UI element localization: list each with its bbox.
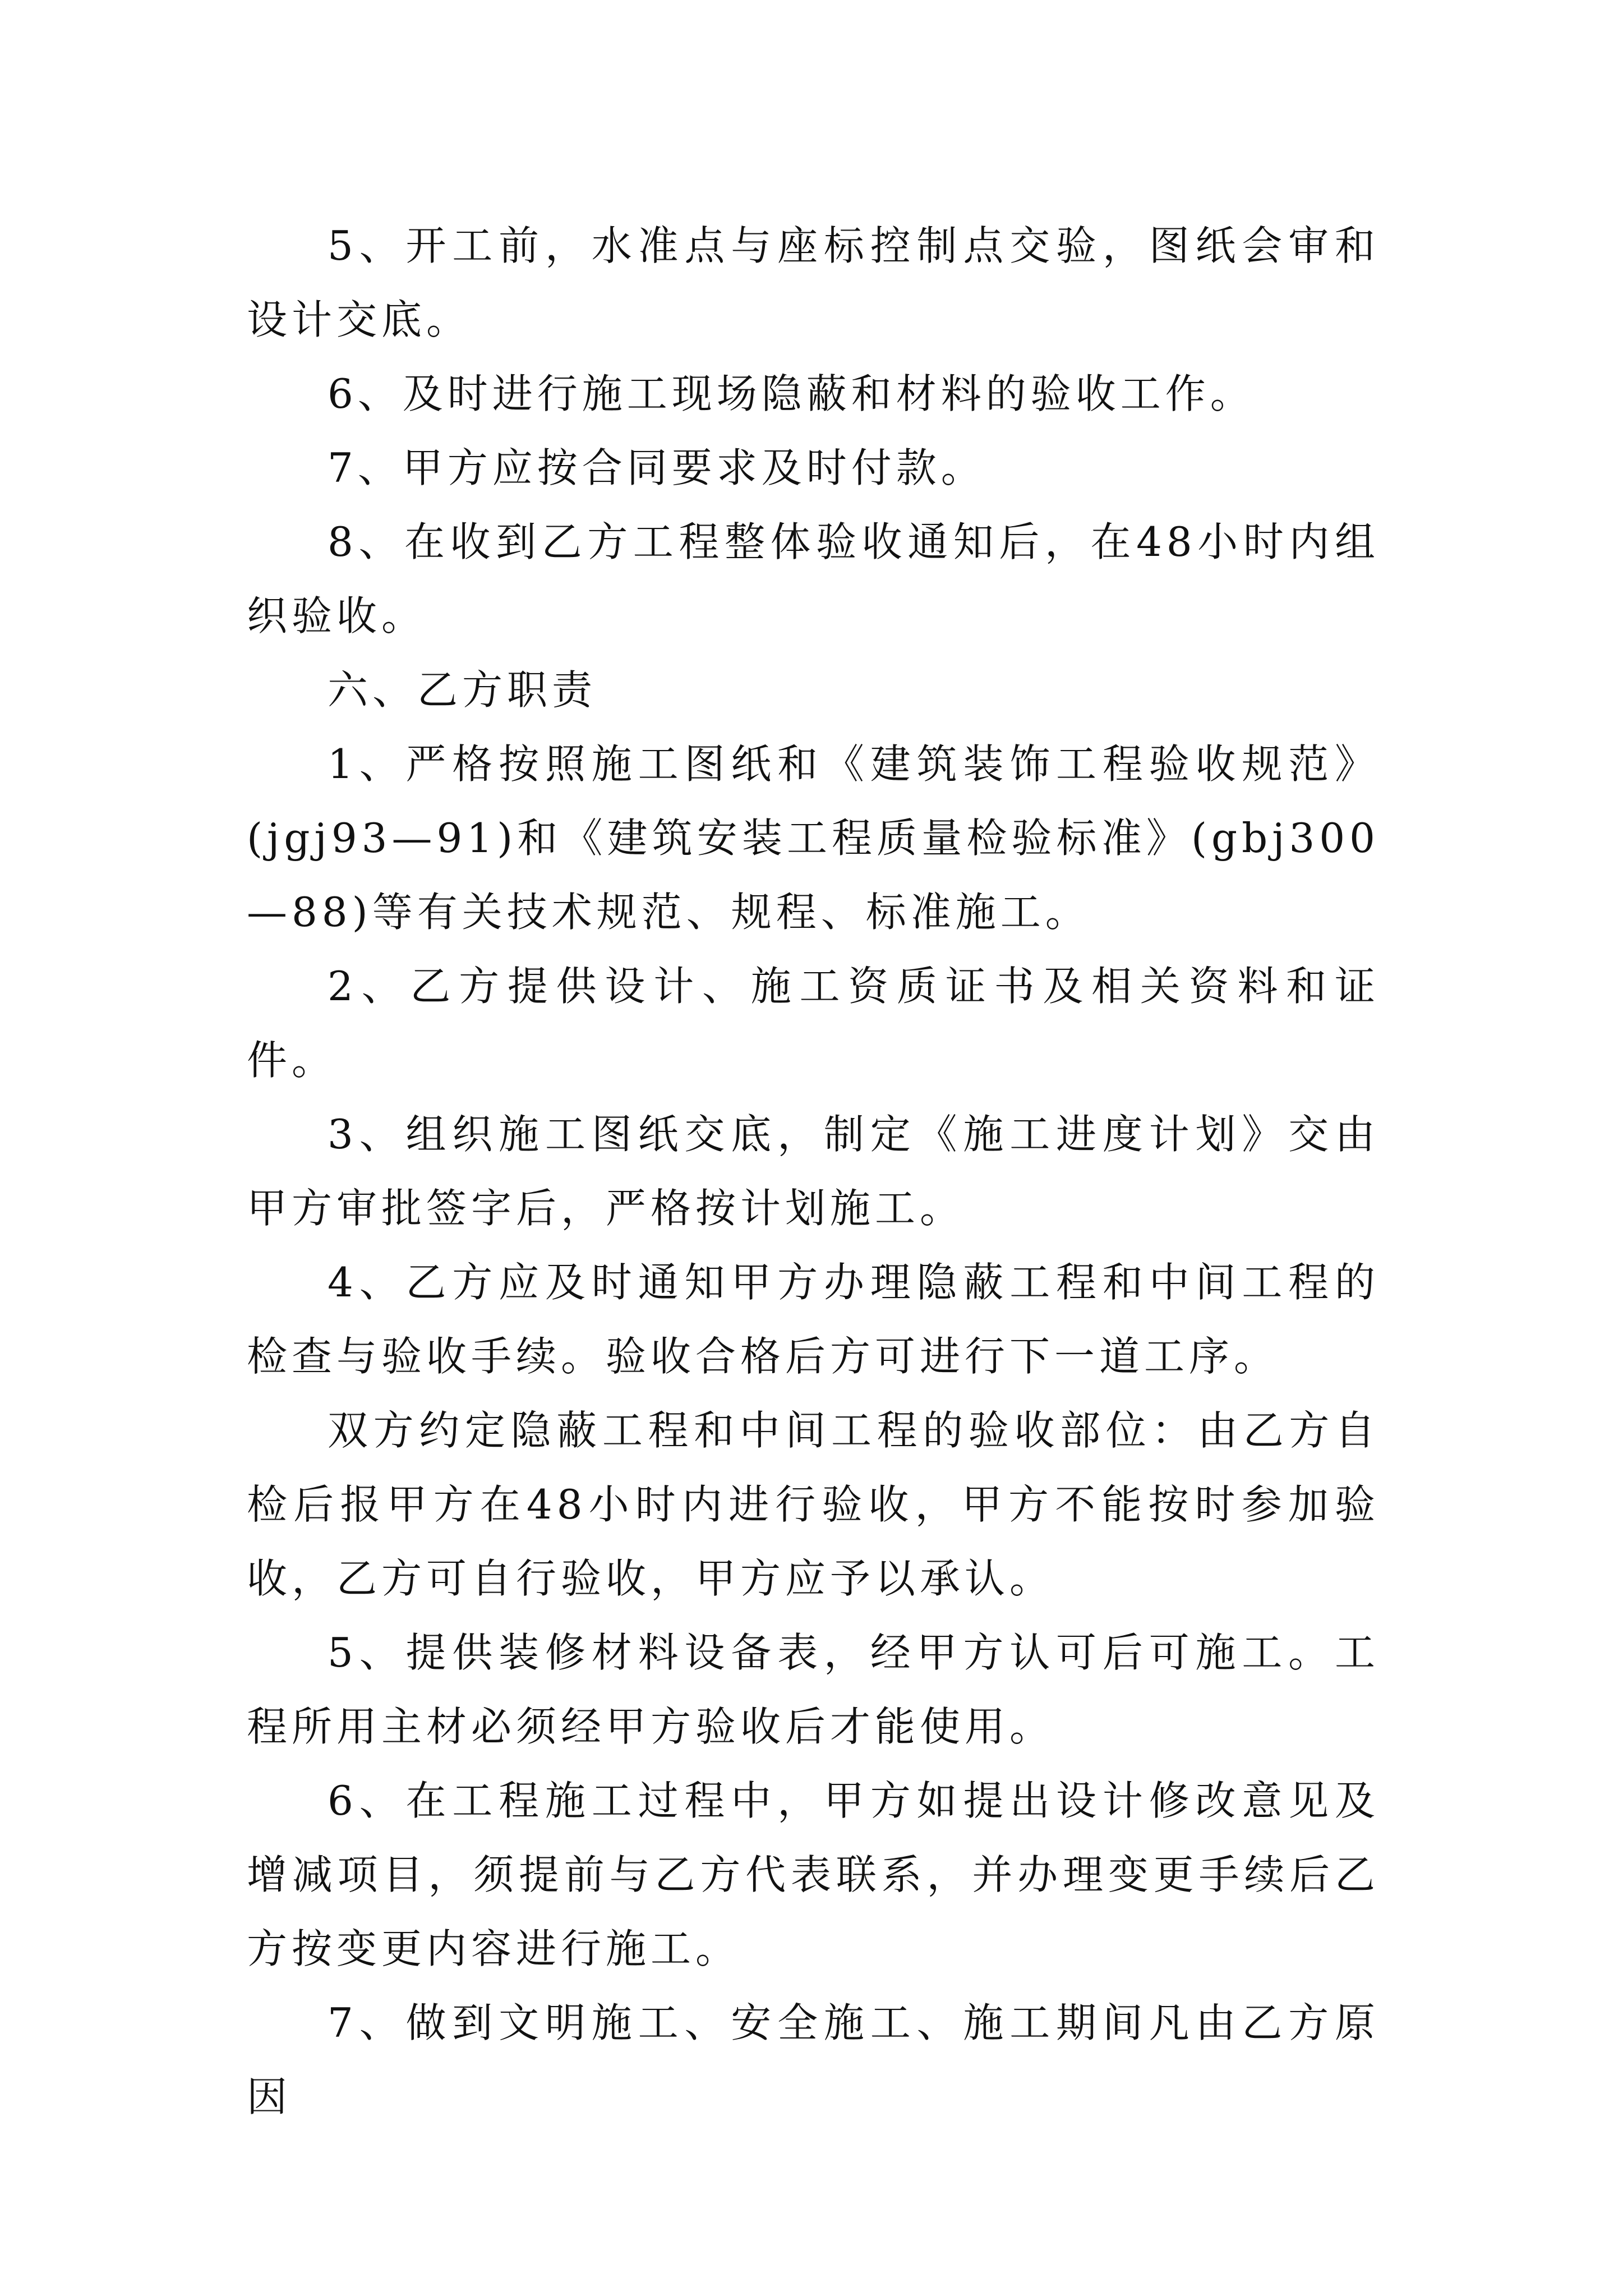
paragraph-duty-1: 1、严格按照施工图纸和《建筑装饰工程验收规范》(jgj93—91)和《建筑安装工程质量检验标准》(gbj300—88)等有关技术规范、规程、标准施工。: [247, 740, 1380, 936]
paragraph-item-5: 5、开工前，水准点与座标控制点交验，图纸会审和设计交底。: [247, 222, 1380, 343]
section-heading: 六、乙方职责: [328, 666, 597, 714]
paragraph-duty-5: 5、提供装修材料设备表，经甲方认可后可施工。工程所用主材必须经甲方验收后才能使用。: [247, 1629, 1380, 1750]
paragraph-duty-2: 2、乙方提供设计、施工资质证书及相关资料和证件。: [247, 963, 1380, 1084]
paragraph-duty-7: 7、做到文明施工、安全施工、施工期间凡由乙方原因: [247, 1999, 1380, 2120]
paragraph-duty-3: 3、组织施工图纸交底，制定《施工进度计划》交由甲方审批签字后，严格按计划施工。: [247, 1111, 1380, 1232]
document-body: [247, 209, 1380, 2134]
paragraph-duty-4: 4、乙方应及时通知甲方办理隐蔽工程和中间工程的检查与验收手续。验收合格后方可进行下一道工序。: [247, 1259, 1380, 1380]
paragraph-item-6: 6、及时进行施工现场隐蔽和材料的验收工作。: [328, 370, 1255, 417]
paragraph-acceptance-agreement: 双方约定隐蔽工程和中间工程的验收部位：由乙方自检后报甲方在48小时内进行验收，甲方不能按时参加验收，乙方可自行验收，甲方应予以承认。: [247, 1407, 1380, 1602]
paragraph-item-8: 8、在收到乙方工程整体验收通知后，在48小时内组织验收。: [247, 518, 1380, 639]
paragraph-item-7: 7、甲方应按合同要求及时付款。: [328, 444, 986, 491]
paragraph-duty-6: 6、在工程施工过程中，甲方如提出设计修改意见及增减项目，须提前与乙方代表联系，并办理变更手续后乙方按变更内容进行施工。: [247, 1777, 1380, 1972]
